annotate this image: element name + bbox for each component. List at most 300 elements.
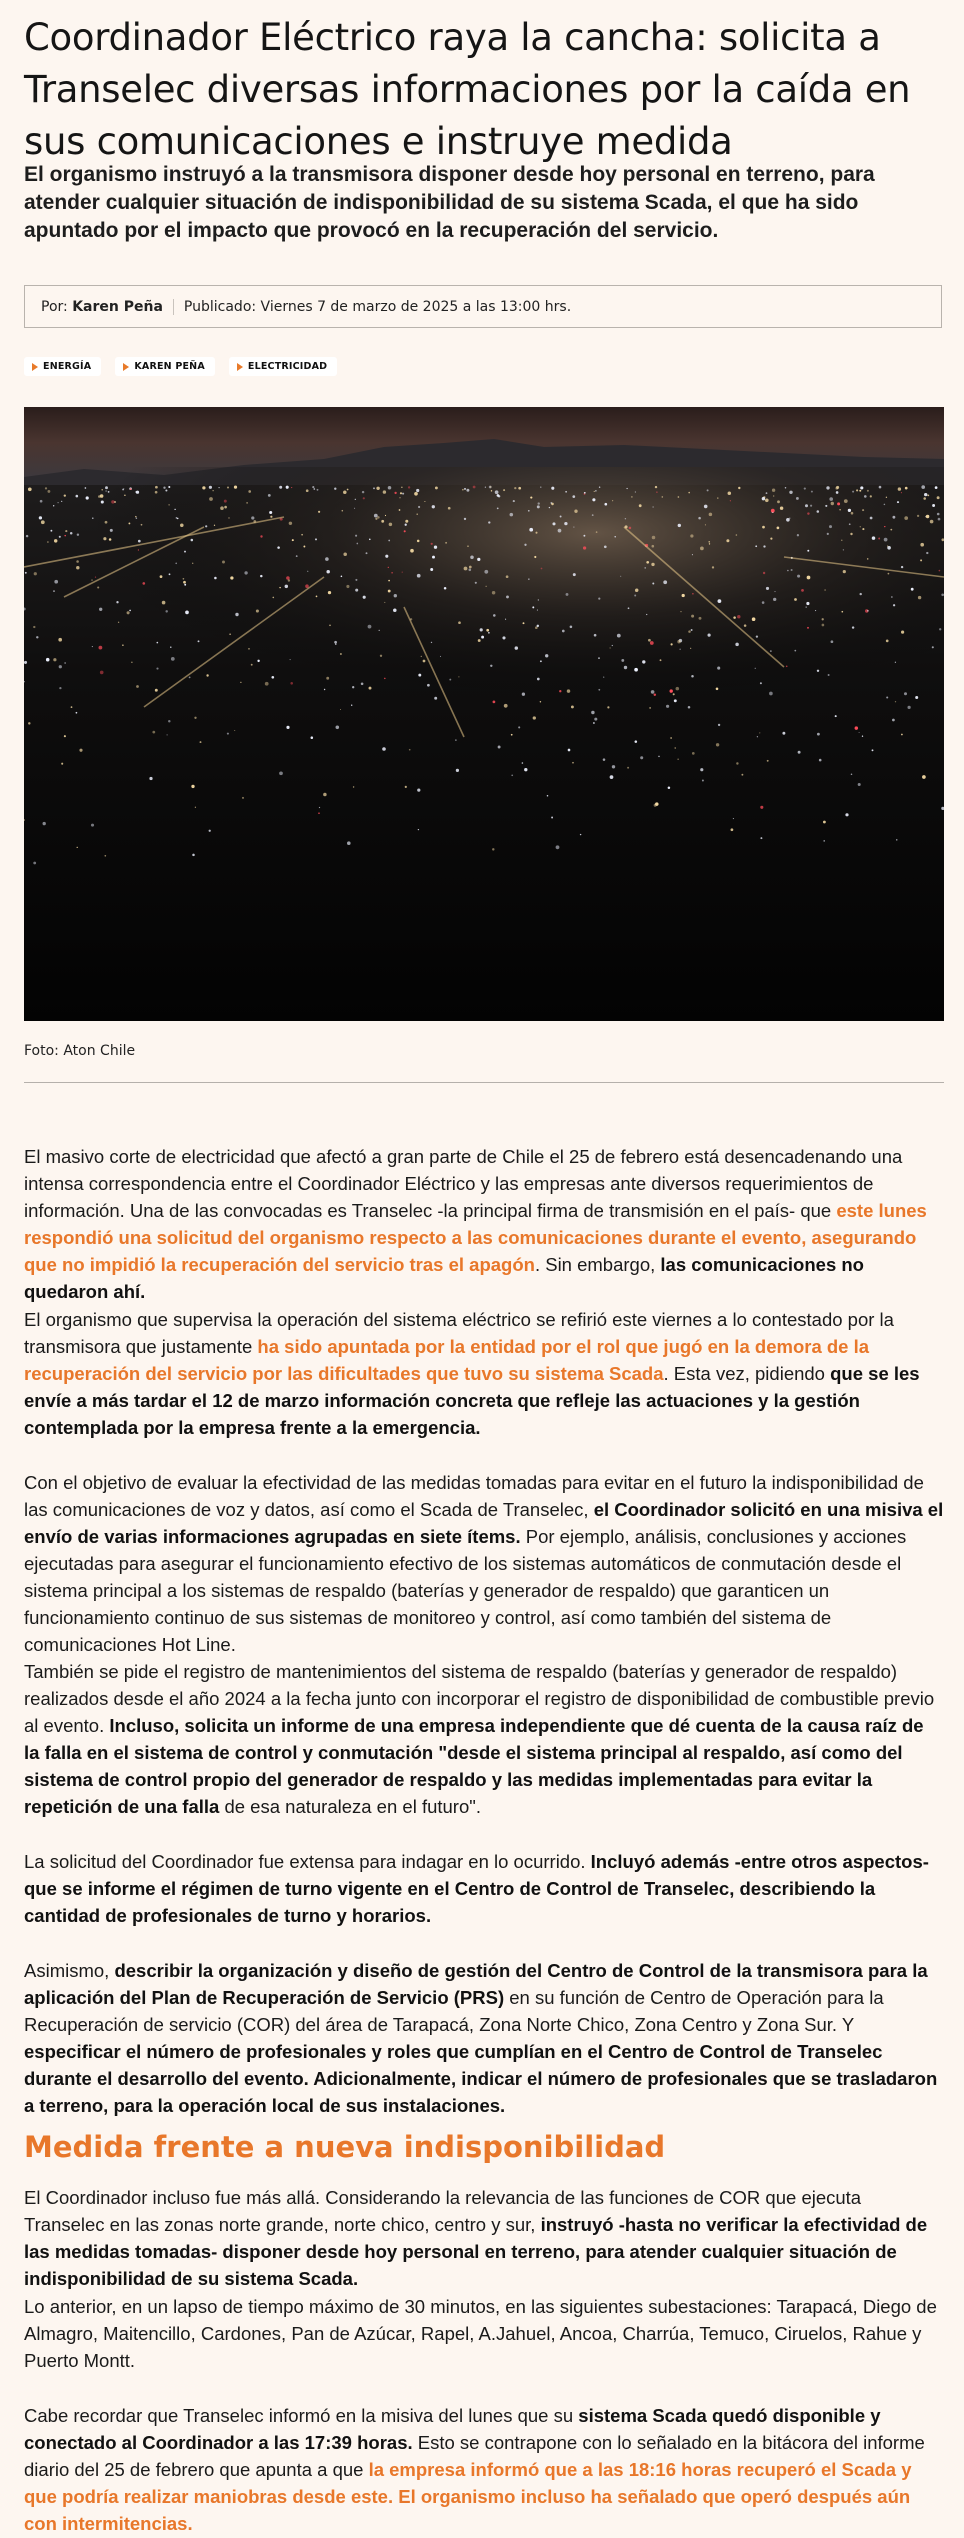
light-dot	[612, 500, 613, 501]
light-dot	[843, 570, 846, 573]
light-dot	[560, 516, 562, 518]
light-dot	[845, 813, 848, 816]
publish-date: Publicado: Viernes 7 de marzo de 2025 a las 13:00 hrs.	[183, 298, 572, 315]
light-dot	[617, 634, 621, 638]
light-dot	[541, 568, 543, 570]
light-dot	[101, 489, 103, 491]
light-dot	[374, 514, 378, 518]
light-dot	[195, 807, 196, 808]
light-dot	[290, 659, 291, 660]
light-dot	[829, 525, 832, 528]
light-dot	[620, 576, 621, 577]
light-dot	[654, 693, 656, 695]
light-dot	[777, 527, 780, 530]
light-dot	[477, 558, 480, 561]
light-dot	[726, 539, 729, 542]
triangle-icon	[123, 363, 129, 371]
light-dot	[388, 540, 390, 542]
light-dot	[717, 667, 720, 670]
light-dot	[160, 575, 163, 578]
light-dot	[361, 683, 364, 686]
light-dot	[385, 515, 386, 516]
highlighted-text: la empresa informó que a las 18:16 horas recuperó el Scada y que podría realizar maniobras desde este. El organismo incluso ha señalado que operó después aún con intermitencias.	[24, 2459, 912, 2534]
light-dot	[817, 670, 819, 672]
light-dot	[915, 696, 918, 699]
light-dot	[192, 854, 195, 857]
body-text: Esto se contrapone con lo señalado en la bitácora del informe diario del 25 de febrero que apunta a que	[24, 2432, 925, 2480]
bold-text: instruyó -hasta no verificar la efectividad de las medidas tomadas- disponer desde hoy personal en terreno, para atender cualquier situación de indisponibilidad de su sistema Scada.	[24, 2214, 928, 2289]
light-dot	[765, 499, 769, 503]
light-dot	[705, 524, 706, 525]
light-dot	[920, 543, 924, 547]
body-text: Lo anterior, en un lapso de tiempo máximo de 30 minutos, en las siguientes subestaciones: Tarapacá, Diego de Almagro, Maitencillo, Cardones, Pan de Azúcar, Rapel, A.Jahuel, Ancoa, Charrúa, Temuco, Ciruelos, Rahue y Puerto Montt.	[24, 2296, 937, 2371]
light-dot	[782, 732, 785, 735]
light-dot	[807, 512, 809, 514]
light-dot	[342, 510, 344, 512]
light-dot	[786, 665, 788, 667]
light-dot	[271, 676, 274, 679]
light-dot	[610, 647, 611, 648]
light-dot	[848, 509, 851, 512]
light-dot	[230, 576, 233, 579]
light-dot	[341, 576, 343, 578]
light-dot	[772, 489, 775, 492]
light-dot	[198, 640, 200, 642]
light-dot	[473, 486, 476, 489]
light-dot	[214, 577, 217, 580]
light-dot	[904, 692, 907, 695]
paragraph-6	[24, 1957, 944, 2119]
light-dot	[837, 502, 840, 505]
light-dot	[228, 517, 229, 518]
article-photo	[24, 407, 944, 1021]
light-dot	[629, 527, 632, 530]
light-dot	[224, 506, 227, 509]
light-dot	[598, 689, 600, 691]
light-dot	[286, 486, 289, 489]
light-dot	[718, 724, 720, 726]
light-dot	[691, 675, 694, 678]
light-dot	[58, 638, 62, 642]
light-dot	[318, 812, 320, 814]
bold-text: Incluso, solicita un informe de una empresa independiente que dé cuenta de la causa raíz de la falla en el sistema de control y conmutación "desde el sistema principal al respaldo, así como del sistema de control propio del generador de respaldo y las medidas implementadas para evitar la repetición de una falla	[24, 1715, 924, 1817]
light-dot	[368, 625, 372, 629]
light-dot	[716, 743, 719, 746]
light-dot	[410, 549, 414, 553]
light-dot	[855, 726, 858, 729]
light-dot	[200, 741, 202, 743]
light-dot	[404, 530, 406, 532]
light-dot	[440, 656, 441, 657]
light-dot	[497, 508, 499, 510]
light-dot	[65, 530, 67, 532]
light-dot	[892, 719, 895, 722]
light-dot	[434, 697, 437, 700]
light-dot	[127, 611, 130, 614]
light-dot	[655, 486, 657, 488]
light-dot	[642, 660, 645, 663]
light-dot	[336, 726, 340, 730]
light-dot	[355, 535, 357, 537]
light-dot	[506, 595, 509, 598]
light-dot	[596, 531, 598, 533]
light-dot	[763, 545, 765, 547]
light-dot	[47, 490, 50, 493]
light-dot	[191, 785, 194, 788]
light-dot	[240, 682, 241, 683]
light-dot	[167, 734, 168, 735]
light-dot	[884, 526, 885, 527]
light-dot	[498, 746, 501, 749]
tag-energia[interactable]	[24, 357, 101, 376]
light-dot	[202, 486, 205, 489]
light-dot	[562, 630, 565, 633]
light-dot	[892, 516, 895, 519]
light-dot	[917, 515, 919, 517]
light-dot	[355, 579, 357, 581]
light-dot	[414, 492, 418, 496]
light-dot	[860, 593, 862, 595]
light-dot	[136, 685, 139, 688]
light-dot	[464, 488, 466, 490]
light-dot	[901, 492, 902, 493]
light-dot	[108, 491, 110, 493]
light-dot	[612, 645, 613, 646]
light-dot	[257, 660, 259, 662]
light-dot	[478, 639, 481, 642]
light-dot	[431, 543, 433, 545]
light-dot	[256, 609, 259, 612]
light-dot	[469, 566, 472, 569]
light-dot	[334, 488, 336, 490]
light-dot	[937, 513, 940, 516]
light-dot	[354, 508, 355, 509]
tag-label: KAREN PEÑA	[134, 361, 205, 372]
light-dot	[680, 611, 681, 612]
light-dot	[698, 517, 701, 520]
light-dot	[416, 489, 419, 492]
light-dot	[794, 598, 797, 601]
light-dot	[760, 837, 762, 839]
light-dot	[592, 514, 594, 516]
light-dot	[513, 500, 515, 502]
light-dot	[64, 735, 66, 737]
tag-label: ENERGÍA	[43, 361, 92, 372]
light-dot	[303, 546, 305, 548]
light-dot	[136, 491, 139, 494]
light-dot	[573, 573, 576, 576]
light-dot	[506, 575, 509, 578]
light-dot	[599, 486, 600, 487]
light-dot	[731, 828, 734, 831]
light-dot	[384, 678, 386, 680]
light-dot	[523, 622, 525, 624]
light-dot	[836, 486, 839, 489]
light-dot	[347, 489, 349, 491]
light-dot	[405, 524, 407, 526]
light-dot	[270, 516, 272, 518]
light-dot	[124, 495, 126, 497]
light-dot	[432, 505, 435, 508]
light-dot	[488, 521, 490, 523]
light-dot	[770, 650, 771, 651]
light-dot	[469, 569, 472, 572]
light-dot	[937, 496, 940, 499]
light-dot	[130, 488, 132, 490]
bold-text: que se les envíe a más tardar el 12 de marzo información concreta que refleje las actuaciones y la gestión contemplada por la empresa frente a la emergencia.	[24, 1363, 920, 1438]
light-dot	[591, 711, 594, 714]
light-dot	[417, 788, 420, 791]
light-dot	[708, 634, 711, 637]
light-dot	[170, 647, 171, 648]
light-dot	[518, 487, 521, 490]
light-dot	[831, 640, 834, 643]
light-dot	[490, 665, 492, 667]
light-dot	[704, 505, 708, 509]
paragraph-1	[24, 1143, 944, 1305]
light-dot	[405, 786, 407, 788]
light-dot	[682, 594, 685, 597]
light-dot	[670, 689, 673, 692]
light-dot	[766, 587, 769, 590]
light-dot	[384, 602, 385, 603]
light-dot	[209, 830, 211, 832]
light-dot	[752, 617, 756, 621]
light-dot	[168, 720, 170, 722]
light-dot	[234, 485, 237, 488]
light-dot	[497, 494, 500, 497]
light-dot	[401, 487, 402, 488]
light-dot	[744, 624, 747, 627]
light-dot	[839, 509, 840, 510]
light-dot	[570, 626, 573, 629]
light-dot	[110, 529, 113, 532]
light-dot	[385, 555, 388, 558]
light-dot	[399, 509, 401, 511]
light-dot	[811, 491, 813, 493]
light-dot	[628, 607, 630, 609]
light-dot	[522, 693, 525, 696]
light-dot	[122, 489, 124, 491]
light-dot	[625, 518, 626, 519]
light-dot	[896, 839, 897, 840]
light-dot	[678, 524, 681, 527]
author-link[interactable]: Karen Peña	[72, 298, 163, 315]
light-dot	[47, 541, 49, 543]
light-dot	[662, 496, 664, 498]
light-dot	[798, 751, 801, 754]
body-text: . Esta vez, pidiendo	[663, 1363, 831, 1384]
light-dot	[480, 628, 483, 631]
light-dot	[850, 533, 852, 535]
light-dot	[103, 537, 106, 540]
light-dot	[678, 759, 679, 760]
photo-caption: Foto: Aton Chile	[24, 1043, 136, 1059]
light-dot	[194, 717, 196, 719]
light-dot	[50, 530, 52, 532]
light-dot	[849, 523, 851, 525]
light-dot	[572, 495, 575, 498]
light-dot	[766, 492, 768, 494]
light-dot	[325, 557, 329, 561]
light-dot	[604, 545, 607, 548]
light-dot	[858, 783, 861, 786]
light-dot	[663, 580, 667, 584]
light-dot	[376, 487, 379, 490]
light-dot	[464, 567, 468, 571]
light-dot	[168, 504, 169, 505]
light-dot	[77, 847, 78, 848]
light-dot	[841, 611, 843, 613]
light-dot	[924, 493, 927, 496]
light-dot	[879, 486, 882, 489]
light-dot	[77, 533, 79, 535]
body-text: El organismo que supervisa la operación del sistema eléctrico se refirió este viernes a lo contestado por la transmisora que justamente	[24, 1309, 894, 1357]
light-dot	[26, 535, 28, 537]
light-dot	[828, 674, 830, 676]
light-dot	[222, 561, 225, 564]
caption-divider	[24, 1082, 944, 1083]
light-dot	[105, 486, 108, 489]
tag-karen-pena[interactable]	[115, 357, 215, 376]
light-dot	[867, 558, 869, 560]
light-dot	[888, 573, 890, 575]
light-dot	[448, 507, 451, 510]
body-text: Asimismo,	[24, 1960, 115, 1981]
light-dot	[603, 676, 604, 677]
light-dot	[763, 572, 765, 574]
light-dot	[822, 618, 824, 620]
light-dot	[36, 636, 38, 638]
light-dot	[791, 569, 793, 571]
light-dot	[538, 502, 540, 504]
light-dot	[312, 486, 314, 488]
light-dot	[475, 582, 477, 584]
light-dot	[666, 705, 669, 708]
light-dot	[76, 560, 79, 563]
light-dot	[53, 590, 55, 592]
light-dot	[688, 706, 691, 709]
light-dot	[375, 518, 377, 520]
light-dot	[279, 587, 280, 588]
light-dot	[556, 845, 560, 849]
light-dot	[352, 686, 354, 688]
light-dot	[416, 513, 417, 514]
light-dot	[652, 506, 653, 507]
light-dot	[347, 841, 351, 845]
light-dot	[28, 487, 32, 491]
light-dot	[797, 534, 799, 536]
light-dot	[760, 682, 762, 684]
light-dot	[291, 487, 292, 488]
light-dot	[872, 536, 876, 540]
light-dot	[76, 712, 78, 714]
light-dot	[835, 715, 837, 717]
light-dot	[138, 540, 141, 543]
highlighted-text: ha sido apuntada por la entidad por el rol que jugó en la demora de la recuperación del servicio por las dificultades que tuvo su sistema Scada	[24, 1336, 870, 1384]
paragraph-4	[24, 1658, 944, 1820]
light-dot	[184, 551, 186, 553]
light-dot	[817, 733, 820, 736]
light-dot	[510, 513, 514, 517]
body-text: También se pide el registro de mantenimientos del sistema de respaldo (baterías y generador de respaldo) realizados desde el año 2024 a la fecha junto con incorporar el registro de disponibilidad de combustible previo al evento.	[24, 1661, 935, 1736]
light-dot	[901, 734, 903, 736]
light-dot	[594, 491, 595, 492]
light-dot	[571, 705, 574, 708]
triangle-icon	[32, 363, 38, 371]
light-dot	[624, 666, 627, 669]
light-dot	[402, 572, 403, 573]
light-dot	[286, 726, 289, 729]
light-dot	[537, 625, 539, 627]
light-dot	[593, 722, 595, 724]
light-dot	[418, 674, 421, 677]
light-dot	[652, 536, 656, 540]
light-dot	[604, 503, 607, 506]
light-dot	[244, 571, 247, 574]
light-dot	[135, 516, 137, 518]
light-dot	[467, 545, 468, 546]
light-dot	[424, 501, 425, 502]
light-dot	[100, 494, 104, 498]
light-dot	[279, 486, 282, 489]
light-dot	[844, 499, 848, 503]
light-dot	[248, 648, 249, 649]
light-dot	[537, 610, 538, 611]
light-dot	[101, 500, 104, 503]
light-dot	[852, 626, 854, 628]
light-dot	[168, 486, 170, 488]
light-dot	[805, 504, 808, 507]
light-dot	[418, 829, 419, 830]
light-dot	[709, 543, 710, 544]
light-dot	[941, 593, 944, 596]
article-meta-box	[24, 285, 942, 328]
light-dot	[466, 489, 469, 492]
light-dot	[564, 522, 567, 525]
light-dot	[504, 704, 508, 708]
light-dot	[229, 634, 230, 635]
light-dot	[690, 648, 691, 649]
light-dot	[92, 517, 93, 518]
light-dot	[24, 661, 27, 664]
light-dot	[92, 646, 93, 647]
tag-electricidad[interactable]	[229, 357, 337, 376]
light-dot	[528, 510, 530, 512]
light-dot	[86, 496, 89, 499]
light-dot	[773, 495, 774, 496]
light-dot	[485, 487, 486, 488]
light-dot	[537, 505, 540, 508]
light-dot	[895, 662, 896, 663]
light-dot	[860, 486, 863, 489]
light-dot	[652, 545, 655, 548]
light-dot	[209, 497, 213, 501]
light-dot	[583, 535, 585, 537]
light-dot	[829, 497, 833, 501]
light-dot	[220, 506, 224, 510]
light-dot	[165, 610, 167, 612]
bold-text: Incluyó además -entre otros aspectos- que se informe el régimen de turno vigente en el Centro de Control de Transelec, describiendo la cantidad de profesionales de turno y horarios.	[24, 1851, 929, 1926]
light-dot	[149, 777, 152, 780]
paragraph-2	[24, 1306, 944, 1441]
light-dot	[335, 643, 336, 644]
body-text: El Coordinador incluso fue más allá. Considerando la relevancia de las funciones de COR que ejecuta Transelec en las zonas norte grande, norte chico, centro y sur,	[24, 2187, 862, 2235]
light-dot	[46, 658, 50, 662]
light-dot	[174, 509, 175, 510]
light-dot	[388, 590, 391, 593]
light-dot	[807, 627, 809, 629]
